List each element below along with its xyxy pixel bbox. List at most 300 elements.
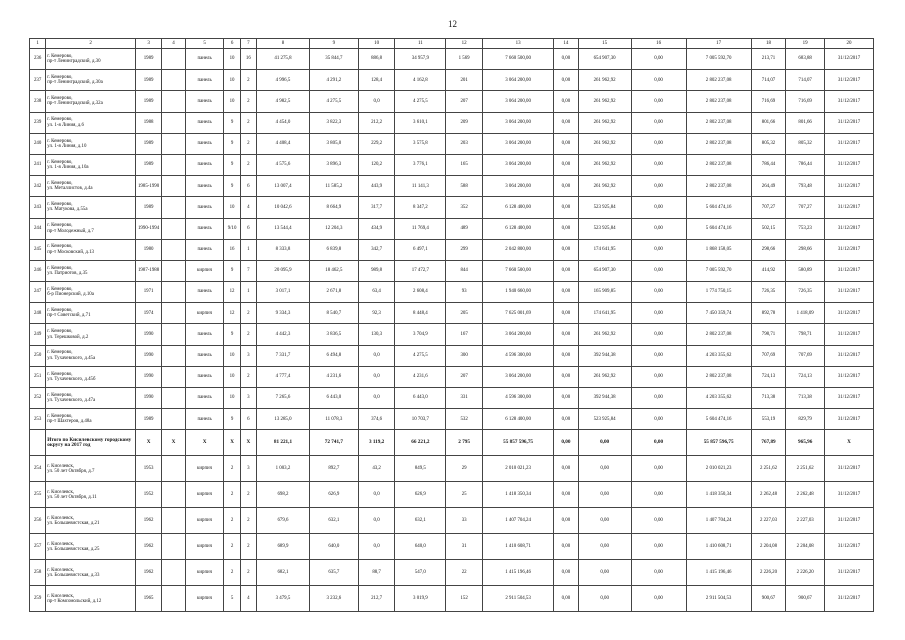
address-cell: [46, 388, 136, 409]
cell-c20: 31/12/2017: [825, 560, 874, 586]
cell-c18: 502,15: [751, 218, 786, 239]
cell-c14: 0,00: [554, 70, 578, 91]
column-number-cell: 13: [482, 39, 553, 49]
cell-c18: 892,78: [751, 303, 786, 324]
cell-c12: 331: [446, 388, 483, 409]
cell-c7: 2: [240, 70, 256, 91]
cell-c6: 9/10: [224, 218, 240, 239]
cell-c13: 7 660 500,00: [482, 49, 553, 70]
cell-c4: [162, 303, 185, 324]
cell-c4: [162, 586, 185, 612]
cell-c18: 2 227,03: [751, 508, 786, 534]
total-cell-c9: 72 741,7: [309, 430, 358, 456]
cell-year: 1971: [135, 282, 161, 303]
cell-c19: 805,32: [786, 133, 825, 154]
cell-c10: 0,0: [358, 534, 395, 560]
address-city: г. Кемерово,: [47, 413, 73, 419]
cell-c19: 713,38: [786, 388, 825, 409]
cell-c8: 9 334,3: [256, 303, 309, 324]
cell-year: 1989: [135, 133, 161, 154]
cell-c17: 2 802 237,08: [686, 112, 751, 133]
address-cell: [46, 70, 136, 91]
cell-c6: 10: [224, 366, 240, 387]
cell-c20: 31/12/2017: [825, 366, 874, 387]
cell-c13: 1 407 704,24: [482, 508, 553, 534]
cell-c11: 4 231,6: [395, 366, 446, 387]
cell-c16: 0,00: [631, 586, 686, 612]
cell-c10: 0,0: [358, 345, 395, 366]
cell-c8: 3 479,5: [256, 586, 309, 612]
address-street: ул. Металлистов, д.4а: [47, 186, 93, 192]
cell-c16: 0,00: [631, 49, 686, 70]
cell-c13: 3 064 200,00: [482, 91, 553, 112]
cell-mat: панель: [185, 239, 224, 260]
cell-c20: 31/12/2017: [825, 112, 874, 133]
table-row: [30, 197, 874, 218]
table-row: [30, 508, 874, 534]
cell-c14: 0,00: [554, 154, 578, 175]
cell-c7: 2: [240, 154, 256, 175]
address-city: г. Кемерово,: [47, 392, 73, 398]
cell-mat: кирпич: [185, 586, 224, 612]
cell-c7: 2: [240, 508, 256, 534]
cell-c8: 689,9: [256, 534, 309, 560]
cell-c9: 12 204,3: [309, 218, 358, 239]
cell-c11: 4 275,5: [395, 345, 446, 366]
cell-c7: 7: [240, 260, 256, 281]
cell-c8: 4 996,5: [256, 70, 309, 91]
cell-c4: [162, 282, 185, 303]
cell-c4: [162, 133, 185, 154]
cell-c11: 640,0: [395, 534, 446, 560]
address-street: ул. Большевистская, д.21: [47, 520, 100, 526]
cell-c6: 9: [224, 260, 240, 281]
cell-c15: 654 907,30: [578, 260, 631, 281]
cell-c12: 489: [446, 218, 483, 239]
table-row: [30, 586, 874, 612]
cell-c20: 31/12/2017: [825, 534, 874, 560]
cell-c20: 31/12/2017: [825, 282, 874, 303]
cell-no: 241: [30, 154, 46, 175]
cell-c11: 8 347,2: [395, 197, 446, 218]
cell-c17: 2 802 237,08: [686, 324, 751, 345]
table-row: [30, 218, 874, 239]
cell-c7: 4: [240, 586, 256, 612]
cell-c16: 0,00: [631, 345, 686, 366]
cell-c9: 4 275,5: [309, 91, 358, 112]
cell-no: 246: [30, 260, 46, 281]
address-cell: [46, 260, 136, 281]
cell-c16: 0,00: [631, 534, 686, 560]
column-number-cell: 10: [358, 39, 395, 49]
cell-c13: 2 010 021,23: [482, 456, 553, 482]
cell-no: 239: [30, 112, 46, 133]
cell-c20: 31/12/2017: [825, 133, 874, 154]
table-row: [30, 112, 874, 133]
cell-c18: 2 204,08: [751, 534, 786, 560]
cell-c11: 6 443,0: [395, 388, 446, 409]
address-cell: [46, 456, 136, 482]
cell-year: 1990: [135, 345, 161, 366]
cell-mat: панель: [185, 112, 224, 133]
column-number-cell: 15: [578, 39, 631, 49]
cell-year: 1974: [135, 303, 161, 324]
cell-c10: 43,2: [358, 456, 395, 482]
table-row: [30, 154, 874, 175]
cell-no: 240: [30, 133, 46, 154]
cell-mat: панель: [185, 133, 224, 154]
cell-c11: 849,5: [395, 456, 446, 482]
cell-no: 248: [30, 303, 46, 324]
cell-c18: 798,71: [751, 324, 786, 345]
cell-c9: 632,1: [309, 508, 358, 534]
address-street: ул. 1-я Линия, д.6: [47, 122, 84, 128]
cell-c10: 128,4: [358, 70, 395, 91]
cell-c13: 4 596 300,00: [482, 388, 553, 409]
table-row: [30, 239, 874, 260]
cell-year: 1988: [135, 112, 161, 133]
table-row: [30, 456, 874, 482]
cell-c14: 0,00: [554, 91, 578, 112]
cell-year: 1989: [135, 49, 161, 70]
cell-no: 236: [30, 49, 46, 70]
cell-c6: 2: [224, 482, 240, 508]
cell-c9: 8 540,7: [309, 303, 358, 324]
cell-c11: 6 497,1: [395, 239, 446, 260]
cell-c15: 174 641,95: [578, 303, 631, 324]
address-street: ул. Патриотов, д.35: [47, 270, 88, 276]
cell-c20: 31/12/2017: [825, 409, 874, 430]
table-row: [30, 133, 874, 154]
table-row: [30, 324, 874, 345]
cell-c17: 1 410 608,71: [686, 534, 751, 560]
cell-c15: 523 925,84: [578, 409, 631, 430]
cell-c14: 0,00: [554, 324, 578, 345]
address-cell: [46, 409, 136, 430]
address-street: ул. 50 лет Октября, д.11: [47, 494, 97, 500]
cell-c13: 1 410 608,71: [482, 534, 553, 560]
cell-c12: 588: [446, 176, 483, 197]
cell-mat: панель: [185, 409, 224, 430]
cell-c14: 0,00: [554, 197, 578, 218]
cell-c6: 2: [224, 534, 240, 560]
cell-year: 1952: [135, 482, 161, 508]
address-street: пр-т Советский, д.71: [47, 313, 91, 319]
cell-c13: 4 596 300,00: [482, 345, 553, 366]
table-row: [30, 176, 874, 197]
cell-c10: 0,0: [358, 388, 395, 409]
address-city: г. Кемерово,: [47, 265, 73, 271]
address-cell: [46, 345, 136, 366]
cell-no: 256: [30, 508, 46, 534]
cell-c4: [162, 508, 185, 534]
address-city: г. Кемерово,: [47, 308, 73, 314]
cell-c19: 580,89: [786, 260, 825, 281]
cell-mat: кирпич: [185, 508, 224, 534]
cell-mat: панель: [185, 218, 224, 239]
cell-c10: 0,0: [358, 366, 395, 387]
cell-c19: 793,48: [786, 176, 825, 197]
cell-c8: 10 042,6: [256, 197, 309, 218]
cell-c16: 0,00: [631, 176, 686, 197]
cell-c19: 298,66: [786, 239, 825, 260]
cell-c15: 261 962,92: [578, 133, 631, 154]
cell-c4: [162, 345, 185, 366]
cell-c9: 11 585,2: [309, 176, 358, 197]
cell-c7: 2: [240, 133, 256, 154]
cell-c6: 5: [224, 586, 240, 612]
cell-c9: 6 494,8: [309, 345, 358, 366]
cell-c19: 798,71: [786, 324, 825, 345]
cell-c7: 4: [240, 197, 256, 218]
cell-c10: 88,7: [358, 560, 395, 586]
cell-year: 1990-1994: [135, 218, 161, 239]
address-street: пр-т Московский, д.13: [47, 249, 94, 255]
cell-mat: кирпич: [185, 260, 224, 281]
cell-c8: 41 275,8: [256, 49, 309, 70]
cell-c15: 261 962,92: [578, 176, 631, 197]
column-number-cell: 2: [46, 39, 136, 49]
cell-c19: 2 251,62: [786, 456, 825, 482]
cell-c19: 707,69: [786, 345, 825, 366]
cell-no: 259: [30, 586, 46, 612]
cell-mat: кирпич: [185, 456, 224, 482]
cell-c7: 2: [240, 112, 256, 133]
cell-c16: 0,00: [631, 366, 686, 387]
cell-c16: 0,00: [631, 282, 686, 303]
cell-c17: 5 604 474,16: [686, 197, 751, 218]
cell-c9: 35 844,7: [309, 49, 358, 70]
cell-c13: 1 940 660,00: [482, 282, 553, 303]
cell-c15: 165 909,85: [578, 282, 631, 303]
cell-c8: 13 544,4: [256, 218, 309, 239]
cell-c13: 3 064 200,00: [482, 324, 553, 345]
page-number: 12: [448, 19, 457, 29]
cell-c18: 707,27: [751, 197, 786, 218]
cell-c17: 5 604 474,16: [686, 218, 751, 239]
address-cell: [46, 282, 136, 303]
cell-c12: 532: [446, 409, 483, 430]
cell-no: 244: [30, 218, 46, 239]
cell-c11: 3 610,1: [395, 112, 446, 133]
cell-c11: 626,9: [395, 482, 446, 508]
cell-c14: 0,00: [554, 112, 578, 133]
cell-c11: 3 575,8: [395, 133, 446, 154]
cell-c13: 3 064 200,00: [482, 133, 553, 154]
cell-no: 255: [30, 482, 46, 508]
cell-c16: 0,00: [631, 482, 686, 508]
cell-c7: 2: [240, 534, 256, 560]
cell-c20: 31/12/2017: [825, 303, 874, 324]
cell-year: 1990: [135, 388, 161, 409]
cell-c13: 3 064 200,00: [482, 70, 553, 91]
cell-c14: 0,00: [554, 508, 578, 534]
cell-c12: 93: [446, 282, 483, 303]
address-street: ул. Большевистская, д.25: [47, 546, 100, 552]
table-row: [30, 560, 874, 586]
table-row: [30, 91, 874, 112]
address-city: г. Кемерово,: [47, 180, 73, 186]
cell-c6: 2: [224, 560, 240, 586]
total-cell-c14: 0,00: [554, 430, 578, 456]
cell-c11: 8 448,4: [395, 303, 446, 324]
address-city: г. Киселевск,: [47, 567, 75, 573]
cell-c6: 10: [224, 197, 240, 218]
cell-c12: 1 569: [446, 49, 483, 70]
cell-no: 254: [30, 456, 46, 482]
cell-c7: 2: [240, 303, 256, 324]
cell-c18: 713,38: [751, 388, 786, 409]
cell-c6: 9: [224, 154, 240, 175]
cell-c12: 844: [446, 260, 483, 281]
address-cell: [46, 197, 136, 218]
cell-c11: 34 957,9: [395, 49, 446, 70]
cell-c9: 3 836,5: [309, 324, 358, 345]
address-street: ул. Тухачевского, д.45а: [47, 355, 96, 361]
address-cell: [46, 133, 136, 154]
cell-c14: 0,00: [554, 282, 578, 303]
address-street: ул. Тухачевского, д.45б: [47, 376, 96, 382]
address-city: г. Кемерово,: [47, 329, 73, 335]
total-cell-c6: X: [224, 430, 240, 456]
cell-c20: 31/12/2017: [825, 197, 874, 218]
cell-c13: 1 418 350,34: [482, 482, 553, 508]
cell-c6: 9: [224, 324, 240, 345]
cell-c9: 4 231,6: [309, 366, 358, 387]
cell-mat: панель: [185, 366, 224, 387]
cell-c4: [162, 49, 185, 70]
cell-mat: панель: [185, 154, 224, 175]
cell-c15: 261 962,92: [578, 91, 631, 112]
cell-year: 1987-1988: [135, 260, 161, 281]
cell-c15: 0,00: [578, 560, 631, 586]
address-city: г. Кемерово,: [47, 244, 73, 250]
cell-c9: 4 291,2: [309, 70, 358, 91]
address-city: г. Кемерово,: [47, 117, 73, 123]
cell-c7: 3: [240, 456, 256, 482]
cell-c7: 6: [240, 218, 256, 239]
cell-c20: 31/12/2017: [825, 456, 874, 482]
cell-c16: 0,00: [631, 409, 686, 430]
column-number-cell: 6: [224, 39, 240, 49]
cell-c12: 25: [446, 482, 483, 508]
cell-c18: 298,66: [751, 239, 786, 260]
cell-c15: 0,00: [578, 534, 631, 560]
cell-c14: 0,00: [554, 482, 578, 508]
column-number-row: [30, 39, 874, 49]
cell-year: 1989: [135, 91, 161, 112]
cell-c9: 626,9: [309, 482, 358, 508]
cell-c9: 3 232,6: [309, 586, 358, 612]
total-cell-c4: X: [162, 430, 185, 456]
cell-c14: 0,00: [554, 303, 578, 324]
cell-c14: 0,00: [554, 260, 578, 281]
column-number-cell: 20: [825, 39, 874, 49]
cell-c11: 4 162,8: [395, 70, 446, 91]
cell-c18: 2 262,48: [751, 482, 786, 508]
cell-no: 247: [30, 282, 46, 303]
cell-c14: 0,00: [554, 239, 578, 260]
cell-c19: 753,23: [786, 218, 825, 239]
cell-c6: 2: [224, 456, 240, 482]
cell-c16: 0,00: [631, 239, 686, 260]
cell-c10: 434,9: [358, 218, 395, 239]
cell-c15: 0,00: [578, 508, 631, 534]
cell-c16: 0,00: [631, 197, 686, 218]
cell-c12: 207: [446, 366, 483, 387]
column-number-cell: 11: [395, 39, 446, 49]
cell-c12: 31: [446, 534, 483, 560]
cell-c13: 3 064 200,00: [482, 176, 553, 197]
cell-year: 1990: [135, 366, 161, 387]
table-row: [30, 534, 874, 560]
cell-c19: 900,67: [786, 586, 825, 612]
cell-c16: 0,00: [631, 560, 686, 586]
cell-c8: 682,1: [256, 560, 309, 586]
cell-c14: 0,00: [554, 456, 578, 482]
cell-c4: [162, 91, 185, 112]
cell-c8: 698,2: [256, 482, 309, 508]
cell-c11: 11 141,3: [395, 176, 446, 197]
cell-c7: 3: [240, 345, 256, 366]
cell-c17: 7 005 592,70: [686, 49, 751, 70]
total-cell-c19: 965,96: [786, 430, 825, 456]
address-cell: [46, 534, 136, 560]
address-city: г. Киселевск,: [47, 489, 75, 495]
cell-mat: кирпич: [185, 534, 224, 560]
column-number-cell: 1: [30, 39, 46, 49]
cell-c16: 0,00: [631, 91, 686, 112]
cell-mat: панель: [185, 70, 224, 91]
cell-c17: 1 868 158,05: [686, 239, 751, 260]
cell-mat: панель: [185, 324, 224, 345]
column-number-cell: 12: [446, 39, 483, 49]
total-cell-c13: 55 857 596,75: [482, 430, 553, 456]
cell-c19: 2 204,08: [786, 534, 825, 560]
cell-no: 250: [30, 345, 46, 366]
cell-c4: [162, 218, 185, 239]
address-city: г. Кемерово,: [47, 223, 73, 229]
cell-c12: 167: [446, 324, 483, 345]
cell-c7: 2: [240, 324, 256, 345]
cell-c12: 203: [446, 133, 483, 154]
total-cell-c12: 2 795: [446, 430, 483, 456]
cell-c7: 2: [240, 482, 256, 508]
cell-c13: 3 064 200,00: [482, 154, 553, 175]
cell-c6: 9: [224, 409, 240, 430]
cell-c17: 2 010 021,23: [686, 456, 751, 482]
table-row: [30, 282, 874, 303]
cell-no: 237: [30, 70, 46, 91]
cell-c8: 7 331,7: [256, 345, 309, 366]
cell-c17: 2 802 237,08: [686, 154, 751, 175]
cell-c11: 10 703,7: [395, 409, 446, 430]
address-city: г. Киселевск,: [47, 463, 75, 469]
cell-c7: 3: [240, 388, 256, 409]
cell-c15: 0,00: [578, 482, 631, 508]
cell-no: 249: [30, 324, 46, 345]
cell-c19: 683,88: [786, 49, 825, 70]
cell-c6: 9: [224, 112, 240, 133]
address-city: г. Киселевск,: [47, 541, 75, 547]
cell-c15: 174 641,95: [578, 239, 631, 260]
cell-c18: 414,92: [751, 260, 786, 281]
cell-c6: 10: [224, 345, 240, 366]
cell-c15: 0,00: [578, 456, 631, 482]
cell-c20: 31/12/2017: [825, 324, 874, 345]
cell-c14: 0,00: [554, 345, 578, 366]
cell-c4: [162, 366, 185, 387]
